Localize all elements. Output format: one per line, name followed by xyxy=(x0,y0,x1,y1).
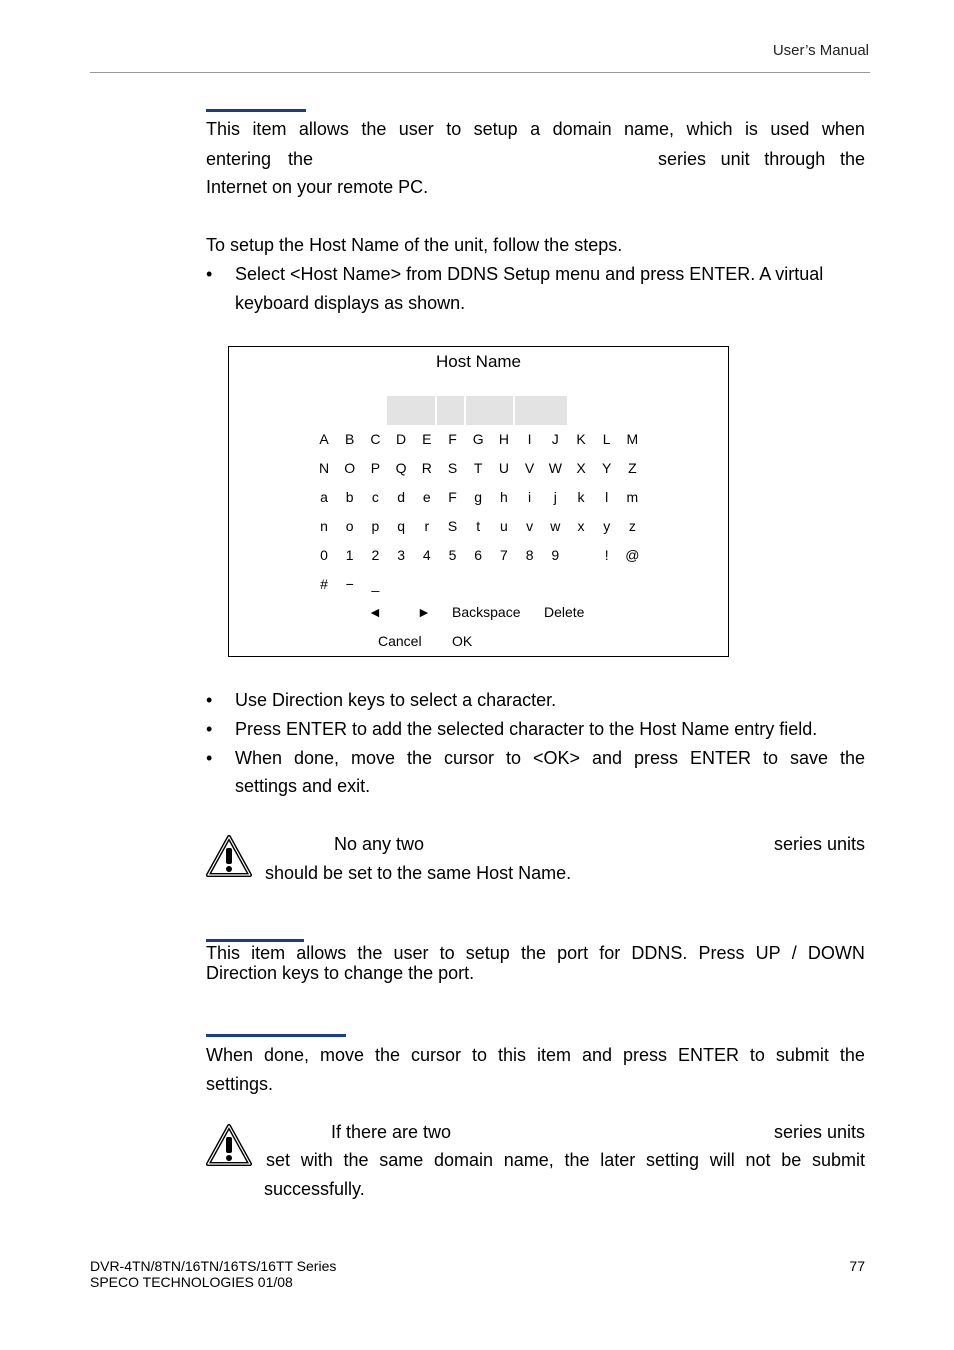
word: DDNS. xyxy=(631,943,688,963)
keyboard-key[interactable]: J xyxy=(551,431,559,447)
bullet-dot: • xyxy=(206,719,213,739)
bullet4-line1 xyxy=(235,744,865,773)
host-name-entry-field[interactable] xyxy=(387,396,435,425)
host-name-intro: To setup the Host Name of the unit, follow the steps. xyxy=(206,235,623,255)
note2-line1-left: If there are two xyxy=(331,1122,452,1142)
keyboard-key[interactable]: p xyxy=(371,518,380,534)
word: for xyxy=(599,943,621,963)
keyboard-key[interactable]: Y xyxy=(602,460,612,476)
host-name-para-line1 xyxy=(206,115,865,144)
bullet-dot: • xyxy=(206,748,213,768)
word: same xyxy=(379,1150,424,1170)
keyboard-key[interactable]: G xyxy=(472,431,484,447)
keyboard-key[interactable]: S xyxy=(447,518,458,534)
word: save xyxy=(789,748,828,768)
note2-line1-right: series units xyxy=(773,1122,865,1142)
word: a xyxy=(530,119,541,139)
word: domain xyxy=(433,1150,493,1170)
keyboard-key[interactable]: # xyxy=(320,576,328,592)
word: done, xyxy=(294,748,340,768)
word: item xyxy=(251,943,286,963)
keyboard-key[interactable]: y xyxy=(603,518,611,534)
word: to xyxy=(505,748,521,768)
word: which xyxy=(686,119,733,139)
word: the xyxy=(287,149,313,169)
keyboard-key[interactable]: − xyxy=(345,576,354,592)
keyboard-key[interactable]: N xyxy=(318,460,330,476)
keyboard-key[interactable]: A xyxy=(319,431,329,447)
keyboard-key[interactable]: U xyxy=(498,460,509,476)
word: item xyxy=(252,119,287,139)
word: allows xyxy=(296,943,347,963)
word: Press xyxy=(698,943,745,963)
host-name-para-line2-right xyxy=(658,145,865,174)
bullet1-line1: Select <Host Name> from DDNS Setup menu and press ENTER. A virtual xyxy=(235,264,824,284)
keyboard-key[interactable]: c xyxy=(371,489,379,505)
keyboard-key[interactable]: g xyxy=(474,489,483,505)
word: to xyxy=(749,1045,765,1065)
keyboard-key[interactable]: k xyxy=(577,489,585,505)
keyboard-key[interactable]: 5 xyxy=(448,547,457,563)
section-heading-underline xyxy=(206,1034,346,1037)
footer-page-number: 77 xyxy=(849,1258,865,1274)
keyboard-key[interactable]: R xyxy=(421,460,432,476)
keyboard-key[interactable]: h xyxy=(499,489,508,505)
keyboard-key[interactable]: D xyxy=(396,431,407,447)
word: allows xyxy=(298,119,349,139)
keyboard-key[interactable]: P xyxy=(370,460,381,476)
keyboard-key[interactable]: t xyxy=(476,518,481,534)
word: the xyxy=(343,1150,369,1170)
word: item xyxy=(536,1045,571,1065)
keyboard-key[interactable]: d xyxy=(397,489,405,505)
word: user xyxy=(393,943,429,963)
word: name, xyxy=(503,1150,554,1170)
keyboard-key[interactable]: O xyxy=(344,460,356,476)
keyboard-key[interactable]: 0 xyxy=(320,547,328,563)
word: press xyxy=(622,1045,667,1065)
keyboard-key[interactable]: 8 xyxy=(525,547,534,563)
word: the xyxy=(361,119,387,139)
keyboard-key[interactable]: n xyxy=(320,518,328,534)
keyboard-key[interactable]: v xyxy=(526,518,534,534)
keyboard-key[interactable]: 6 xyxy=(474,547,483,563)
keyboard-key[interactable]: V xyxy=(524,460,535,476)
host-name-para-line3: Internet on your remote PC. xyxy=(206,177,429,197)
word: to xyxy=(446,119,462,139)
word: the xyxy=(839,748,865,768)
note1-line1-right: series units xyxy=(773,834,865,854)
word: is xyxy=(744,119,758,139)
keyboard-key[interactable]: ! xyxy=(604,547,609,563)
host-name-para-line2-left xyxy=(206,145,313,174)
word: setting xyxy=(645,1150,699,1170)
word: with xyxy=(300,1150,333,1170)
keyboard-key[interactable]: w xyxy=(550,518,561,534)
keyboard-key[interactable]: z xyxy=(628,518,636,534)
keyboard-key[interactable]: B xyxy=(345,431,355,447)
word: submit xyxy=(775,1045,829,1065)
word: the xyxy=(564,1150,590,1170)
word: the xyxy=(357,943,383,963)
keyboard-key[interactable]: X xyxy=(576,460,586,476)
word: will xyxy=(709,1150,735,1170)
word: this xyxy=(497,1045,526,1065)
word: later xyxy=(600,1150,636,1170)
host-name-entry-field[interactable] xyxy=(515,396,567,425)
word: through xyxy=(764,149,826,169)
keyboard-key[interactable]: e xyxy=(422,489,431,505)
word: move xyxy=(351,748,396,768)
keyboard-key[interactable]: l xyxy=(605,489,609,505)
submit-para-line1 xyxy=(206,1041,865,1070)
keyboard-key[interactable]: 1 xyxy=(345,547,354,563)
keyboard-key[interactable]: E xyxy=(422,431,432,447)
word: When xyxy=(206,1045,254,1065)
word: unit xyxy=(720,149,750,169)
right-arrow-key[interactable]: ► xyxy=(417,604,431,620)
word: the xyxy=(407,748,433,768)
keyboard-key[interactable]: F xyxy=(448,431,457,447)
word: When xyxy=(235,748,283,768)
host-name-entry-field[interactable] xyxy=(437,396,464,425)
footer-model: DVR-4TN/8TN/16TN/16TS/16TT Series xyxy=(90,1258,337,1274)
note1-line2: should be set to the same Host Name. xyxy=(265,863,572,883)
word: the xyxy=(520,943,546,963)
word: ENTER xyxy=(689,748,751,768)
word: DOWN xyxy=(807,943,865,963)
ok-key[interactable]: OK xyxy=(452,633,473,649)
keyboard-key[interactable]: q xyxy=(397,518,405,534)
keyboard-key[interactable]: Q xyxy=(395,460,407,476)
keyboard-key[interactable]: 7 xyxy=(499,547,508,563)
keyboard-key[interactable]: r xyxy=(424,518,430,534)
word: setup xyxy=(465,943,510,963)
word: and xyxy=(591,748,623,768)
bullet4-line2: settings and exit. xyxy=(235,776,371,796)
header-divider xyxy=(90,72,870,73)
word: not xyxy=(745,1150,771,1170)
word: UP xyxy=(755,943,781,963)
word: set xyxy=(266,1150,291,1170)
keyboard-key[interactable]: u xyxy=(499,518,508,534)
word: user xyxy=(398,119,434,139)
word: / xyxy=(791,943,797,963)
word: done, xyxy=(264,1045,310,1065)
word: move xyxy=(320,1045,365,1065)
word: used xyxy=(770,119,810,139)
keyboard-key[interactable]: 2 xyxy=(371,547,380,563)
word: This xyxy=(206,943,241,963)
word: submit xyxy=(811,1150,865,1170)
word: ENTER xyxy=(677,1045,739,1065)
keyboard-key[interactable]: i xyxy=(528,489,532,505)
word: setup xyxy=(473,119,518,139)
note1-line1-left: No any two xyxy=(334,834,425,854)
word: to xyxy=(439,943,455,963)
keyboard-key[interactable]: x xyxy=(577,518,585,534)
keyboard-key[interactable]: S xyxy=(447,460,458,476)
bullet-dot: • xyxy=(206,264,213,284)
word: series xyxy=(658,149,707,169)
keyboard-key[interactable]: o xyxy=(345,518,354,534)
keyboard-key[interactable]: L xyxy=(602,431,611,447)
word: port xyxy=(557,943,589,963)
bullet3: Press ENTER to add the selected character to the Host Name entry field. xyxy=(235,719,818,739)
word: This xyxy=(206,119,241,139)
keyboard-key[interactable]: Z xyxy=(628,460,637,476)
host-name-entry-field[interactable] xyxy=(466,396,513,425)
footer-company: SPECO TECHNOLOGIES 01/08 xyxy=(90,1274,293,1290)
backspace-key[interactable]: Backspace xyxy=(452,604,521,620)
keyboard-title: Host Name xyxy=(435,352,522,371)
keyboard-key[interactable]: 4 xyxy=(422,547,431,563)
word: to xyxy=(762,748,778,768)
keyboard-key[interactable]: I xyxy=(527,431,532,447)
keyboard-key[interactable]: M xyxy=(626,431,639,447)
word: cursor xyxy=(444,748,495,768)
left-arrow-key[interactable]: ◄ xyxy=(368,604,382,620)
word: entering xyxy=(206,149,272,169)
keyboard-key[interactable]: 3 xyxy=(397,547,405,563)
bullet-dot: • xyxy=(206,690,213,710)
bullet2: Use Direction keys to select a character. xyxy=(235,690,557,710)
warning-icon xyxy=(205,1123,253,1167)
delete-key[interactable]: Delete xyxy=(544,604,585,620)
port-para-line2: Direction keys to change the port. xyxy=(206,963,475,983)
keyboard-key[interactable]: C xyxy=(370,431,381,447)
word: domain xyxy=(552,119,612,139)
word: cursor xyxy=(411,1045,462,1065)
word: and xyxy=(581,1045,612,1065)
word: the xyxy=(839,1045,865,1065)
keyboard-key[interactable]: F xyxy=(448,489,457,505)
keyboard-key[interactable]: H xyxy=(498,431,509,447)
submit-para-line2: settings. xyxy=(206,1074,274,1094)
bullet1-line2: keyboard displays as shown. xyxy=(235,293,466,313)
word: the xyxy=(839,149,865,169)
word: be xyxy=(781,1150,802,1170)
keyboard-key[interactable]: 9 xyxy=(551,547,560,563)
keyboard-key[interactable]: K xyxy=(576,431,586,447)
note2-line2 xyxy=(266,1146,865,1175)
word: name, xyxy=(624,119,675,139)
keyboard-key[interactable]: j xyxy=(553,489,557,505)
word: press xyxy=(633,748,678,768)
keyboard-key[interactable]: a xyxy=(320,489,328,505)
warning-icon xyxy=(205,834,253,878)
header-title: User’s Manual xyxy=(772,42,869,59)
keyboard-key[interactable]: b xyxy=(345,489,354,505)
note2-line3: successfully. xyxy=(264,1179,365,1199)
keyboard-key[interactable]: T xyxy=(473,460,483,476)
word: the xyxy=(375,1045,401,1065)
word: to xyxy=(471,1045,487,1065)
section-heading-underline xyxy=(206,109,306,112)
cancel-key[interactable]: Cancel xyxy=(378,633,422,649)
virtual-keyboard xyxy=(228,346,729,657)
word: when xyxy=(821,119,865,139)
keyboard-key[interactable]: W xyxy=(548,460,562,476)
keyboard-key[interactable]: @ xyxy=(625,547,640,563)
word: <OK> xyxy=(532,748,580,768)
keyboard-key[interactable]: m xyxy=(626,489,639,505)
keyboard-key[interactable]: _ xyxy=(371,576,380,592)
